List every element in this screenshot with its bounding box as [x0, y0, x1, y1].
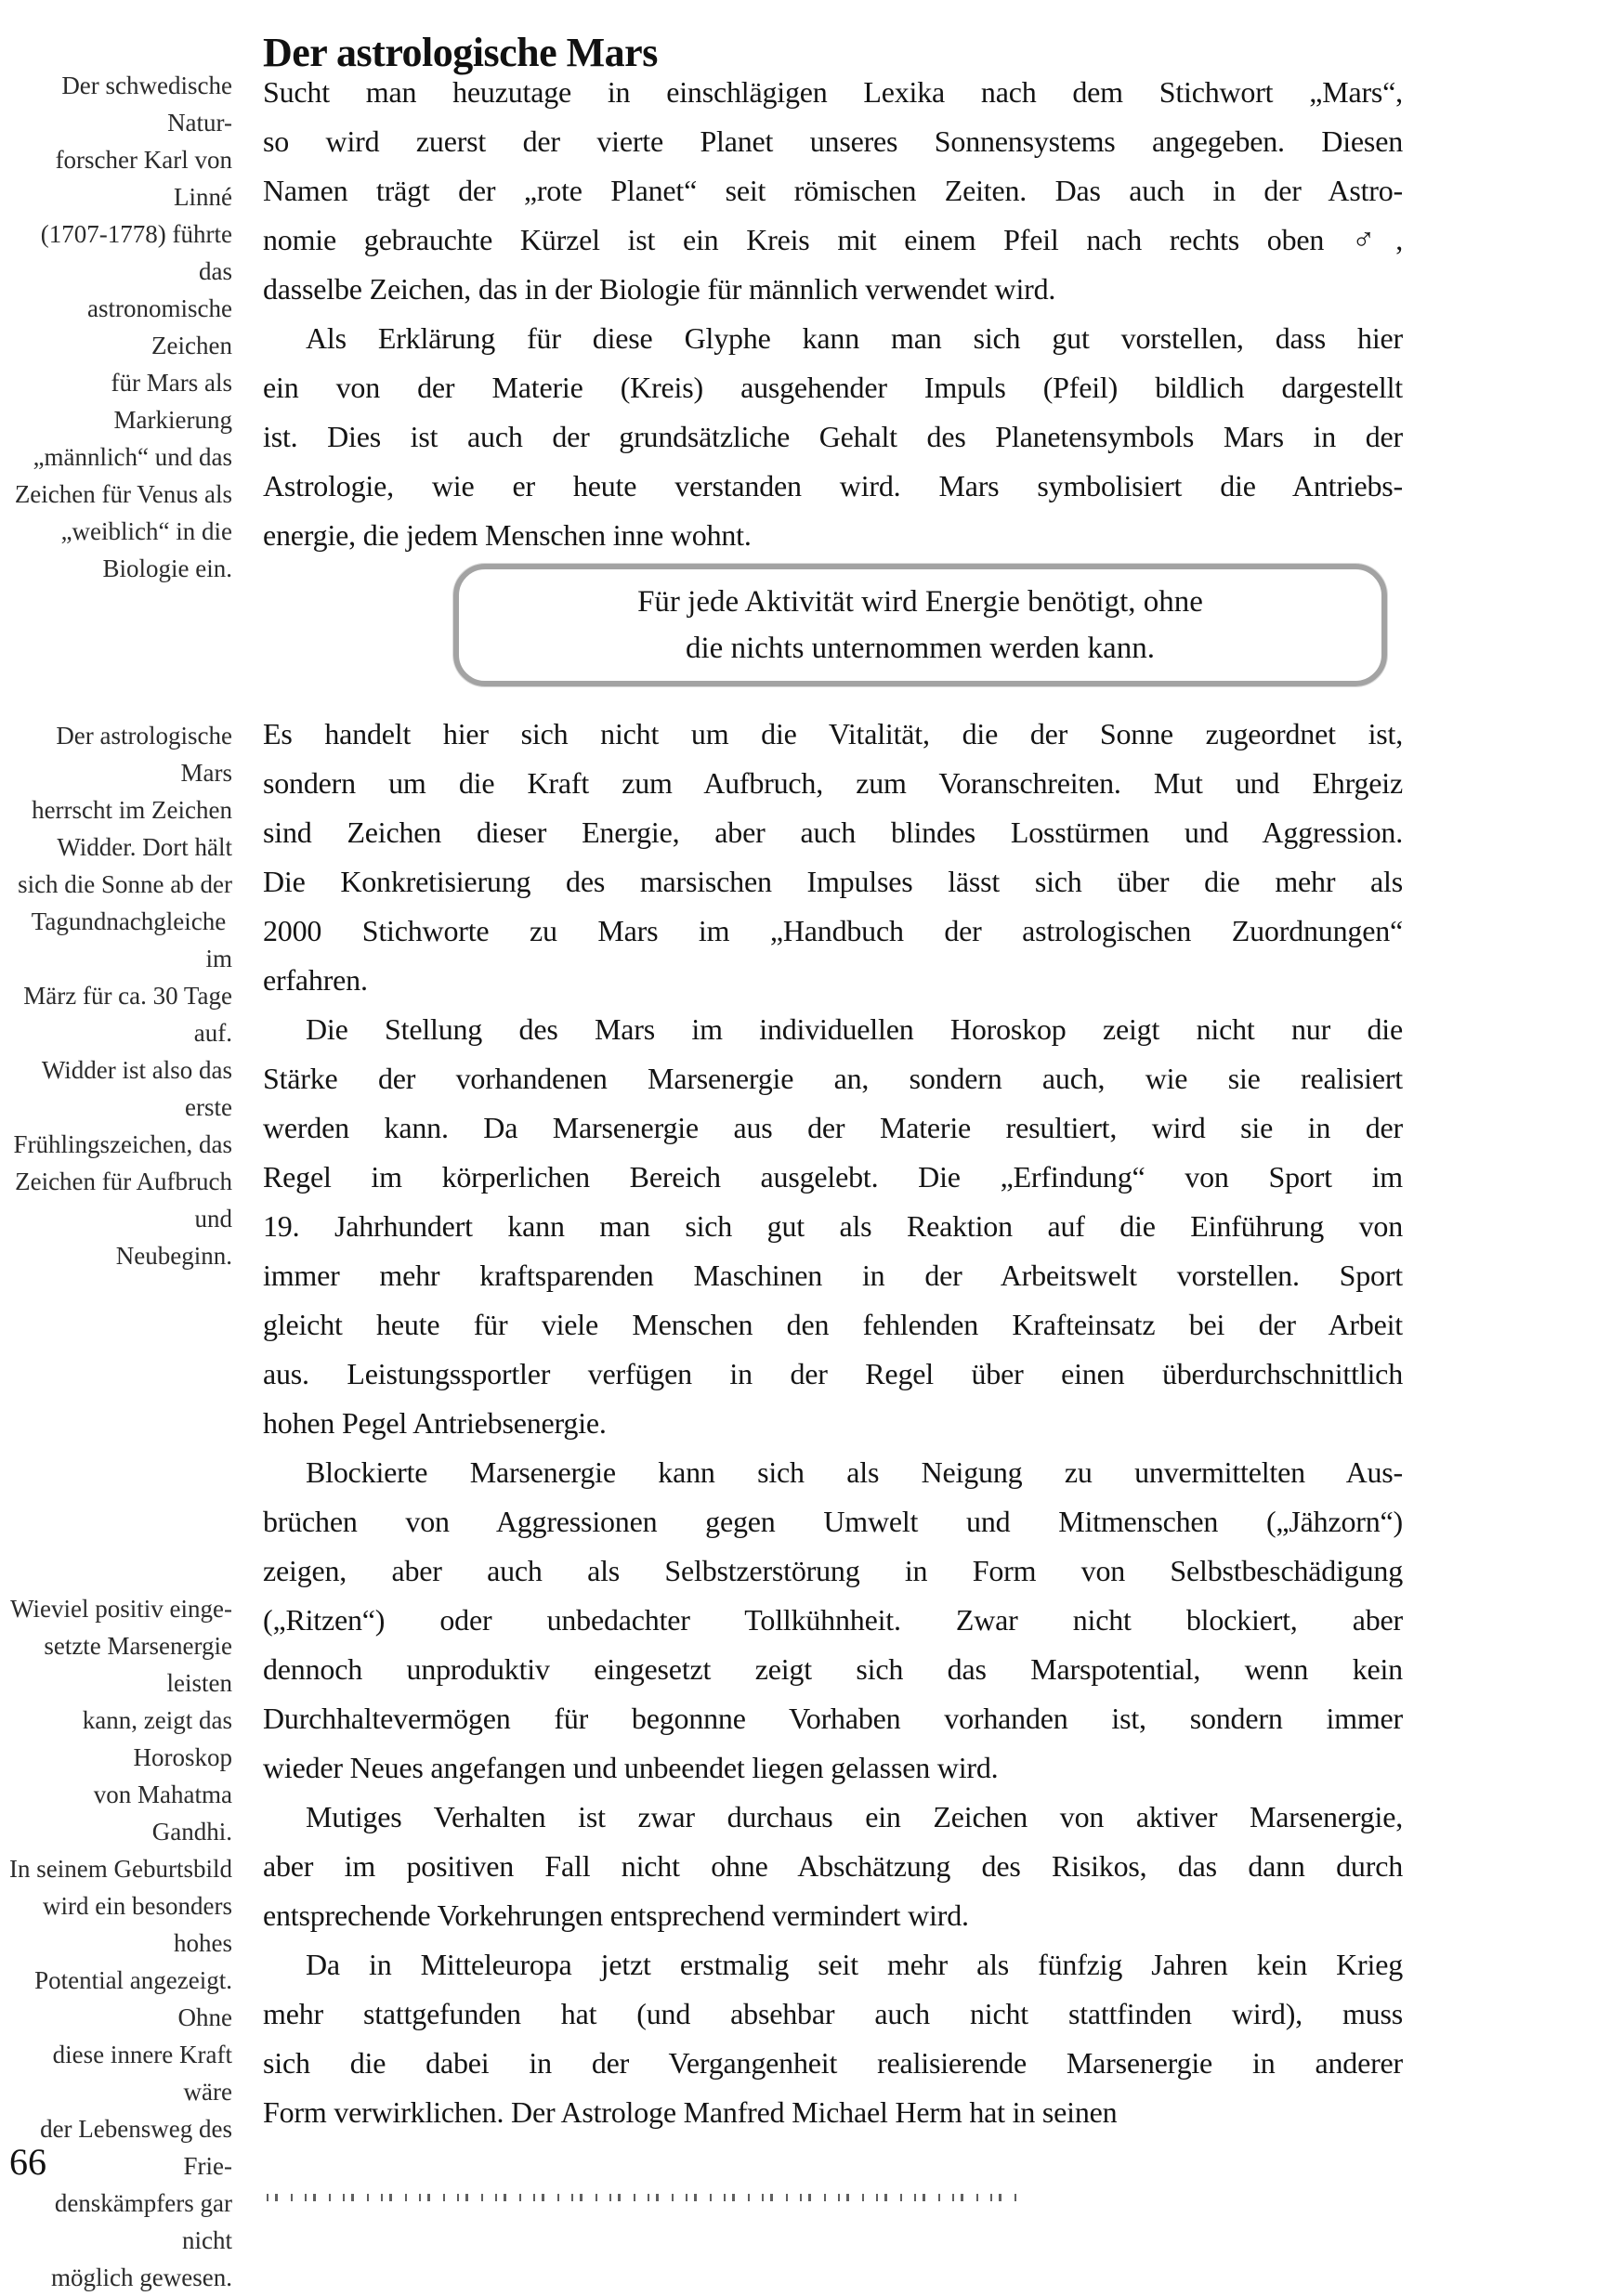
margin-note-line: Zeichen für Venus als	[14, 480, 232, 508]
body-text-line: ist. Dies ist auch der grundsätzliche Gehalt des Planetensymbols Mars in der	[263, 420, 1403, 453]
body-text-line: sondern um die Kraft zum Aufbruch, zum Voranschreiten. Mut und Ehrgeiz	[263, 766, 1403, 800]
callout-line: die nichts unternommen werden kann.	[686, 632, 1155, 665]
body-text-line: sind Zeichen dieser Energie, aber auch blindes Losstürmen und Aggression.	[263, 815, 1403, 849]
body-text-line: Regel im körperlichen Bereich ausgelebt. Die „Erfindung“ von Sport im	[263, 1160, 1403, 1194]
margin-note-line: wird ein besonders hohes	[43, 1892, 232, 1957]
margin-note-line: astronomische Zeichen	[87, 294, 232, 359]
body-text-line: Es handelt hier sich nicht um die Vitalität, die der Sonne zugeordnet ist,	[263, 717, 1403, 750]
margin-note-line: von Mahatma Gandhi.	[93, 1781, 232, 1846]
margin-note-line: „weiblich“ in die	[60, 517, 232, 545]
margin-note-line: sich die Sonne ab der	[18, 870, 232, 898]
body-text-line: dennoch unproduktiv eingesetzt zeigt sich das Marspotential, wenn kein	[263, 1652, 1403, 1686]
body-text-line: Mutiges Verhalten ist zwar durchaus ein Zeichen von aktiver Marsenergie,	[306, 1800, 1403, 1833]
body-text-line: Sucht man heuzutage in einschlägigen Lexika nach dem Stichwort „Mars“,	[263, 75, 1403, 109]
margin-note-line: setzte Marsenergie leisten	[44, 1632, 232, 1697]
body-text-line: mehr stattgefunden hat (und absehbar auch nicht stattfinden wird), muss	[263, 1997, 1403, 2030]
body-text-line: brüchen von Aggressionen gegen Umwelt und Mitmenschen („Jähzorn“)	[263, 1505, 1403, 1538]
page-number: 66	[9, 2141, 46, 2183]
margin-note	[7, 717, 232, 1274]
body-text-line: aber im positiven Fall nicht ohne Abschätzung des Risikos, das dann durch	[263, 1849, 1403, 1883]
margin-note-line: „männlich“ und das	[33, 443, 232, 471]
body-text-line: nomie gebrauchte Kürzel ist ein Kreis mit einem Pfeil nach rechts oben ♂,	[263, 223, 1403, 257]
margin-note	[7, 67, 232, 587]
body-text-line: Form verwirklichen. Der Astrologe Manfred Michael Herm hat in seinen	[263, 2095, 1118, 2129]
margin-note-line: Tagundnachgleiche im	[31, 907, 232, 972]
margin-note-line: herrscht im Zeichen	[32, 796, 232, 824]
body-text-line: gleicht heute für viele Menschen den fehlenden Krafteinsatz bei der Arbeit	[263, 1308, 1403, 1341]
body-text-line: Namen trägt der „rote Planet“ seit römischen Zeiten. Das auch in der Astro-	[263, 174, 1403, 207]
margin-note-line: Neubeginn.	[115, 1242, 232, 1270]
margin-note-line: Biologie ein.	[102, 554, 232, 582]
body-text-line: werden kann. Da Marsenergie aus der Materie resultiert, wird sie in der	[263, 1111, 1403, 1144]
margin-note-line: Der astrologische Mars	[56, 722, 232, 787]
margin-note-line: für Mars als Markierung	[111, 369, 232, 434]
callout-line: Für jede Aktivität wird Energie benötigt, ohne	[637, 585, 1203, 619]
body-text-line: dasselbe Zeichen, das in der Biologie für männlich verwendet wird.	[263, 272, 1056, 306]
margin-note-line: Widder. Dort hält	[57, 833, 232, 861]
body-text-line: Als Erklärung für diese Glyphe kann man sich gut vorstellen, dass hier	[306, 321, 1403, 355]
body-text-line: sich die dabei in der Vergangenheit realisierende Marsenergie in anderer	[263, 2046, 1403, 2080]
margin-note-line: Frühlingszeichen, das	[13, 1130, 232, 1158]
body-text-line: so wird zuerst der vierte Planet unseres Sonnensystems angegeben. Diesen	[263, 124, 1403, 158]
body-text-line: („Ritzen“) oder unbedachter Tollkühnheit. Zwar nicht blockiert, aber	[263, 1603, 1403, 1637]
body-text-line: Stärke der vorhandenen Marsenergie an, sondern auch, wie sie realisiert	[263, 1062, 1403, 1095]
body-text-line: immer mehr kraftsparenden Maschinen in der Arbeitswelt vorstellen. Sport	[263, 1259, 1403, 1292]
margin-note-line: der Lebensweg des Frie-	[40, 2115, 232, 2180]
margin-note-line: Widder ist also das erste	[41, 1056, 232, 1121]
body-text-line: Da in Mitteleuropa jetzt erstmalig seit mehr als fünfzig Jahren kein Krieg	[306, 1948, 1403, 1981]
margin-note-line: forscher Karl von Linné	[55, 146, 232, 211]
body-text-line: zeigen, aber auch als Selbstzerstörung in Form von Selbstbeschädigung	[263, 1554, 1403, 1587]
body-text-line: Blockierte Marsenergie kann sich als Neigung zu unvermittelten Aus-	[306, 1455, 1403, 1489]
margin-note	[7, 1590, 232, 2296]
margin-note-line: In seinem Geburtsbild	[9, 1855, 232, 1883]
body-text-line: entsprechende Vorkehrungen entsprechend vermindert wird.	[263, 1898, 969, 1932]
margin-note-line: möglich gewesen.	[51, 2263, 232, 2291]
body-text-line: wieder Neues angefangen und unbeendet liegen gelassen wird.	[263, 1751, 999, 1784]
margin-note-line: denskämpfers gar nicht	[54, 2189, 232, 2254]
body-text-line: energie, die jedem Menschen inne wohnt.	[263, 518, 752, 552]
margin-note-line: Der schwedische Natur-	[61, 72, 232, 137]
body-text-line: Die Konkretisierung des marsischen Impulses lässt sich über die mehr als	[263, 865, 1403, 898]
mars-symbol-icon: ♂	[1351, 223, 1396, 257]
margin-note-line: diese innere Kraft wäre	[52, 2041, 232, 2106]
margin-note-line: März für ca. 30 Tage auf.	[23, 982, 232, 1047]
cut-off-text-line	[267, 2194, 1017, 2201]
margin-note-line: Zeichen für Aufbruch und	[15, 1168, 232, 1233]
body-text-line: erfahren.	[263, 963, 368, 997]
margin-note-line: (1707-1778) führte das	[40, 220, 232, 285]
margin-note-line: Wieviel positiv einge-	[10, 1595, 232, 1623]
body-text-line: Die Stellung des Mars im individuellen Horoskop zeigt nicht nur die	[306, 1012, 1403, 1046]
margin-note-line: Potential angezeigt. Ohne	[34, 1966, 232, 2031]
body-text-line: 19. Jahrhundert kann man sich gut als Reaktion auf die Einführung von	[263, 1209, 1403, 1243]
body-text-line: aus. Leistungssportler verfügen in der Regel über einen überdurchschnittlich	[263, 1357, 1403, 1390]
body-text-line: ein von der Materie (Kreis) ausgehender Impuls (Pfeil) bildlich dargestellt	[263, 371, 1403, 404]
body-text-line: 2000 Stichworte zu Mars im „Handbuch der astrologischen Zuordnungen“	[263, 914, 1403, 947]
body-text-line: Astrologie, wie er heute verstanden wird. Mars symbolisiert die Antriebs-	[263, 469, 1403, 502]
page-title: Der astrologische Mars	[263, 30, 658, 76]
callout-box	[453, 564, 1387, 686]
body-text-line: Durchhaltevermögen für begonnne Vorhaben vorhanden ist, sondern immer	[263, 1702, 1403, 1735]
margin-note-line: kann, zeigt das Horoskop	[82, 1706, 232, 1771]
body-text	[263, 68, 1403, 2137]
body-text-line: hohen Pegel Antriebsenergie.	[263, 1406, 607, 1440]
